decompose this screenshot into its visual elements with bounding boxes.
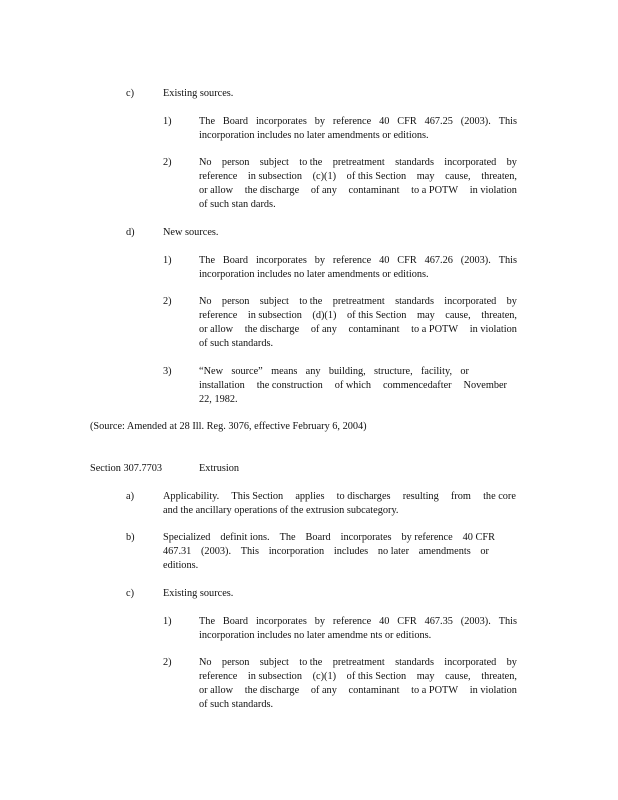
word: 467.31 [163, 546, 192, 557]
word: by [314, 255, 326, 266]
word: includes [333, 546, 369, 557]
word: by [506, 296, 517, 307]
word: subject [259, 657, 289, 668]
word: to a POTW [411, 324, 459, 335]
word: installation [199, 380, 245, 391]
word: (2003). [460, 116, 491, 127]
subsection-label: d) [126, 227, 135, 238]
word: 40 [379, 116, 390, 127]
word: 40 [379, 616, 390, 627]
subsection-heading: Existing sources. [163, 88, 234, 99]
word: amendments [418, 546, 471, 557]
word: may [417, 310, 435, 321]
paragraph-line [199, 156, 517, 170]
word: in violation [469, 685, 517, 696]
word: to the [299, 657, 323, 668]
word: incorporated [444, 657, 497, 668]
paragraph-line: of such standards. [199, 699, 274, 710]
paragraph-line: editions. [163, 560, 199, 571]
word: commencedafter [382, 380, 452, 391]
paragraph-line [163, 531, 495, 545]
word: reference [199, 171, 238, 182]
word: of this Section [346, 671, 407, 682]
word: to the [299, 157, 323, 168]
word: subject [259, 157, 289, 168]
word: of this Section [346, 310, 407, 321]
word: Board [222, 116, 249, 127]
word: reference [332, 616, 372, 627]
word: definit ions. [220, 532, 270, 543]
word: The [279, 532, 296, 543]
word: applies [295, 491, 325, 502]
word: to discharges [336, 491, 391, 502]
subsection-heading: New sources. [163, 227, 219, 238]
paragraph-line: incorporation includes no later amendments or editions. [199, 269, 429, 280]
word: subject [259, 296, 289, 307]
paragraph-line: and the ancillary operations of the extrusion subcategory. [163, 505, 399, 516]
word: 467.25 [424, 116, 453, 127]
word: The [199, 116, 216, 127]
word: or allow [199, 685, 234, 696]
word: person [221, 657, 250, 668]
word: CFR [397, 616, 417, 627]
word: to the [299, 296, 323, 307]
word: person [221, 296, 250, 307]
word: 467.26 [424, 255, 453, 266]
word: any [305, 366, 321, 377]
word: The [199, 616, 216, 627]
word: cause, [445, 671, 471, 682]
paragraph-line: of such standards. [199, 338, 274, 349]
word: (2003). [460, 255, 491, 266]
word: the discharge [244, 685, 300, 696]
word: incorporated [444, 296, 497, 307]
word: or [480, 546, 489, 557]
paragraph-line [199, 184, 517, 198]
word: No [199, 657, 212, 668]
word: This [498, 255, 517, 266]
word: November [463, 380, 507, 391]
source-note: (Source: Amended at 28 Ill. Reg. 3076, effective February 6, 2004) [90, 421, 367, 432]
word: CFR [397, 116, 417, 127]
word: from [450, 491, 471, 502]
word: incorporates [255, 616, 307, 627]
word: incorporation [268, 546, 325, 557]
paragraph-line [199, 170, 517, 184]
section-title: Extrusion [199, 463, 240, 474]
word: incorporates [255, 116, 307, 127]
word: standards [395, 657, 434, 668]
word: by [506, 657, 517, 668]
word: pretreatment [332, 657, 385, 668]
word: No [199, 296, 212, 307]
subsection-heading: Existing sources. [163, 588, 234, 599]
word: CFR [397, 255, 417, 266]
paragraph-line [163, 490, 516, 504]
word: No [199, 157, 212, 168]
paragraph-line: incorporation includes no later amendments or editions. [199, 130, 429, 141]
word: to a POTW [411, 685, 459, 696]
word: the discharge [244, 324, 300, 335]
section-number: Section 307.7703 [90, 463, 163, 474]
word: standards [395, 296, 434, 307]
word: This Section [231, 491, 284, 502]
word: threaten, [481, 171, 517, 182]
word: This [240, 546, 260, 557]
item-number: 2) [163, 157, 172, 168]
paragraph-line [199, 295, 517, 309]
word: or allow [199, 324, 234, 335]
word: the construction [256, 380, 323, 391]
paragraph-line: of such stan dards. [199, 199, 276, 210]
item-number: 2) [163, 296, 172, 307]
word: Specialized [163, 532, 211, 543]
paragraph-line [199, 309, 517, 323]
word: by [314, 616, 326, 627]
word: in subsection [247, 310, 302, 321]
subsection-label: c) [126, 88, 134, 99]
word: threaten, [481, 671, 517, 682]
word: contaminant [348, 185, 400, 196]
word: of this Section [346, 171, 407, 182]
word: person [221, 157, 250, 168]
word: Board [305, 532, 331, 543]
word: (c)(1) [312, 671, 337, 682]
word: may [416, 671, 435, 682]
item-number: 2) [163, 657, 172, 668]
word: building, [328, 366, 366, 377]
word: structure, [374, 366, 413, 377]
word: (2003). [460, 616, 491, 627]
word: of any [310, 185, 337, 196]
word: resulting [402, 491, 439, 502]
word: contaminant [348, 685, 400, 696]
word: The [199, 255, 216, 266]
word: Board [222, 616, 249, 627]
word: cause, [445, 171, 471, 182]
word: Board [222, 255, 249, 266]
item-number: 3) [163, 366, 172, 377]
word: of which [334, 380, 372, 391]
item-number: 1) [163, 116, 172, 127]
word: of any [310, 324, 337, 335]
word: may [416, 171, 435, 182]
paragraph-line [163, 545, 489, 559]
paragraph-line: incorporation includes no later amendme nts or editions. [199, 630, 432, 641]
word: pretreatment [332, 157, 385, 168]
subsection-label: b) [126, 532, 135, 543]
word: This [498, 116, 517, 127]
word: reference [332, 255, 372, 266]
word: standards [395, 157, 434, 168]
word: 467.35 [424, 616, 453, 627]
word: no later [377, 546, 410, 557]
word: or allow [199, 185, 234, 196]
word: or [460, 366, 469, 377]
word: the discharge [244, 185, 300, 196]
paragraph-line [199, 684, 517, 698]
paragraph-line [199, 323, 517, 337]
word: incorporated [444, 157, 497, 168]
word: 40 CFR [462, 532, 495, 543]
word: reference [199, 671, 238, 682]
paragraph-line [199, 656, 517, 670]
word: “New [199, 366, 224, 377]
word: by reference [401, 532, 453, 543]
paragraph-line [199, 365, 469, 379]
word: incorporates [340, 532, 392, 543]
paragraph-line [199, 670, 517, 684]
word: by [314, 116, 326, 127]
paragraph-line [199, 379, 507, 393]
word: (c)(1) [312, 171, 337, 182]
word: in subsection [247, 671, 302, 682]
word: facility, [420, 366, 453, 377]
word: of any [310, 685, 337, 696]
word: reference [199, 310, 238, 321]
word: 40 [379, 255, 390, 266]
word: (2003). [201, 546, 232, 557]
word: contaminant [348, 324, 400, 335]
word: (d)(1) [312, 310, 337, 321]
word: the core [483, 491, 516, 502]
word: source” [231, 366, 263, 377]
subsection-label: a) [126, 491, 134, 502]
paragraph-line: 22, 1982. [199, 394, 238, 405]
paragraph-line [199, 254, 517, 268]
word: incorporates [255, 255, 307, 266]
paragraph-line [199, 115, 517, 129]
word: in violation [469, 324, 517, 335]
item-number: 1) [163, 255, 172, 266]
word: in violation [469, 185, 517, 196]
word: to a POTW [411, 185, 459, 196]
word: pretreatment [332, 296, 385, 307]
word: Applicability. [163, 491, 220, 502]
word: in subsection [247, 171, 302, 182]
word: reference [332, 116, 372, 127]
word: threaten, [481, 310, 517, 321]
word: cause, [445, 310, 471, 321]
word: by [506, 157, 517, 168]
subsection-label: c) [126, 588, 134, 599]
word: means [271, 366, 298, 377]
item-number: 1) [163, 616, 172, 627]
paragraph-line [199, 615, 517, 629]
word: This [498, 616, 517, 627]
